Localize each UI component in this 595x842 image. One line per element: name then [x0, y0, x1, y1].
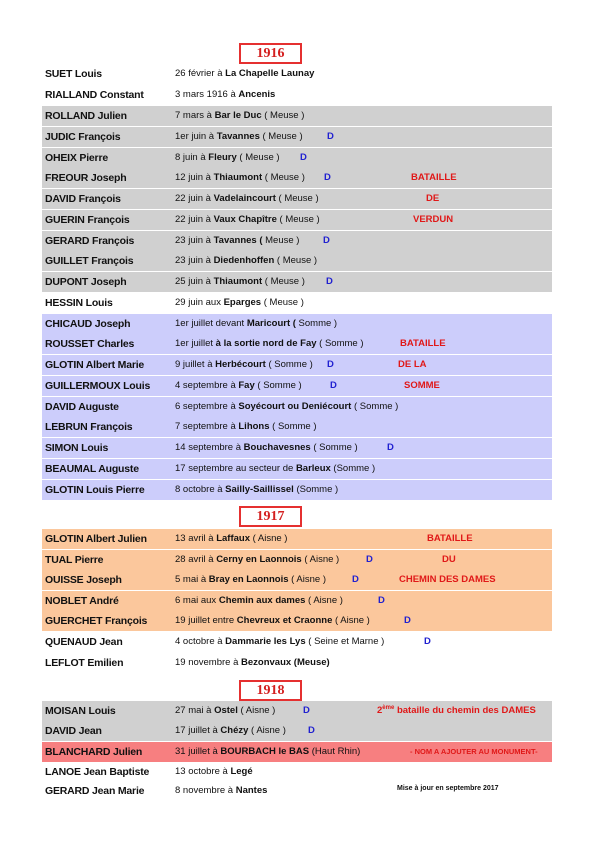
table-row: [42, 355, 552, 375]
death-info: 13 octobre à Legé: [175, 766, 253, 777]
battle-label: BATAILLE: [400, 338, 446, 349]
d-marker: D: [324, 172, 331, 183]
battle-label: DE LA: [398, 359, 427, 370]
death-info: 19 novembre à Bezonvaux (Meuse): [175, 657, 330, 668]
table-row: [42, 189, 552, 209]
table-row: [42, 762, 552, 782]
battle-label: 2ème bataille du chemin des DAMES: [377, 704, 536, 716]
d-marker: D: [308, 725, 315, 736]
d-marker: D: [404, 615, 411, 626]
soldier-name: GERARD Jean Marie: [45, 785, 145, 797]
battle-label: CHEMIN DES DAMES: [399, 574, 496, 585]
table-row: [42, 231, 552, 251]
year-heading-1917: 1917: [239, 506, 302, 527]
table-row: [42, 148, 552, 168]
d-marker: D: [323, 235, 330, 246]
soldier-name: GLOTIN Albert Marie: [45, 359, 145, 371]
soldier-name: SUET Louis: [45, 68, 102, 80]
table-row: [42, 168, 552, 188]
table-row: [42, 480, 552, 500]
death-info: 22 juin à Vaux Chapître ( Meuse ): [175, 214, 320, 225]
death-info: 4 octobre à Dammarie les Lys ( Seine et Marne ): [175, 636, 385, 647]
soldier-name: ROLLAND Julien: [45, 110, 127, 122]
soldier-name: GUILLERMOUX Louis: [45, 380, 151, 392]
death-info: 13 avril à Laffaux ( Aisne ): [175, 533, 288, 544]
d-marker: D: [327, 131, 334, 142]
soldier-name: MOISAN Louis: [45, 705, 116, 717]
d-marker: D: [387, 442, 394, 453]
death-info: 8 juin à Fleury ( Meuse ): [175, 152, 280, 163]
d-marker: D: [352, 574, 359, 585]
soldier-name: GLOTIN Albert Julien: [45, 533, 147, 545]
table-row: [42, 701, 552, 721]
table-row: [42, 611, 552, 631]
table-row: [42, 417, 552, 437]
table-row: [42, 272, 552, 292]
death-info: 7 mars à Bar le Duc ( Meuse ): [175, 110, 305, 121]
soldier-name: DUPONT Joseph: [45, 276, 127, 288]
soldier-name: ROUSSET Charles: [45, 338, 135, 350]
soldier-name: QUENAUD Jean: [45, 636, 123, 648]
death-info: 25 juin à Thiaumont ( Meuse ): [175, 276, 305, 287]
battle-label: BATAILLE: [427, 533, 473, 544]
death-info: 9 juillet à Herbécourt ( Somme ): [175, 359, 313, 370]
update-note: Mise à jour en septembre 2017: [397, 785, 499, 792]
death-info: 22 juin à Vadelaincourt ( Meuse ): [175, 193, 319, 204]
table-row: [42, 459, 552, 479]
death-info: 3 mars 1916 à Ancenis: [175, 89, 276, 100]
soldier-name: BEAUMAL Auguste: [45, 463, 139, 475]
table-row: [42, 106, 552, 126]
soldier-name: BLANCHARD Julien: [45, 746, 143, 758]
table-row: [42, 591, 552, 611]
table-row: [42, 376, 552, 396]
death-info: 7 septembre à Lihons ( Somme ): [175, 421, 317, 432]
table-row: [42, 210, 552, 230]
death-info: 17 septembre au secteur de Barleux (Somme ): [175, 463, 376, 474]
table-row: [42, 653, 552, 673]
death-info: 19 juillet entre Chevreux et Craonne ( Aisne ): [175, 615, 370, 626]
table-row: [42, 127, 552, 147]
d-marker: D: [303, 705, 310, 716]
d-marker: D: [300, 152, 307, 163]
death-info: 6 septembre à Soyécourt ou Deniécourt ( Somme ): [175, 401, 399, 412]
table-row: [42, 742, 552, 762]
soldier-name: GUERCHET François: [45, 615, 148, 627]
soldier-name: LEBRUN François: [45, 421, 133, 433]
death-info: 17 juillet à Chézy ( Aisne ): [175, 725, 286, 736]
death-info: 14 septembre à Bouchavesnes ( Somme ): [175, 442, 358, 453]
table-row: [42, 438, 552, 458]
soldier-name: SIMON Louis: [45, 442, 109, 454]
death-info: 1er juillet devant Maricourt ( Somme ): [175, 318, 338, 329]
table-row: [42, 293, 552, 313]
year-heading-1916: 1916: [239, 43, 302, 64]
battle-label: DU: [442, 554, 456, 565]
soldier-name: DAVID Auguste: [45, 401, 119, 413]
soldier-name: HESSIN Louis: [45, 297, 113, 309]
soldier-name: OHEIX Pierre: [45, 152, 108, 164]
table-row: [42, 550, 552, 570]
table-row: [42, 85, 552, 105]
soldier-name: CHICAUD Joseph: [45, 318, 131, 330]
battle-label: BATAILLE: [411, 172, 457, 183]
battle-label: SOMME: [404, 380, 440, 391]
death-info: 12 juin à Thiaumont ( Meuse ): [175, 172, 305, 183]
death-info: 1er juin à Tavannes ( Meuse ): [175, 131, 303, 142]
table-row: [42, 314, 552, 334]
battle-label: VERDUN: [413, 214, 454, 225]
soldier-name: RIALLAND Constant: [45, 89, 144, 101]
d-marker: D: [378, 595, 385, 606]
death-info: 8 octobre à Sailly-Saillissel (Somme ): [175, 484, 339, 495]
soldier-name: FREOUR Joseph: [45, 172, 127, 184]
soldier-name: DAVID Jean: [45, 725, 102, 737]
soldier-name: TUAL Pierre: [45, 554, 104, 566]
death-info: 26 février à La Chapelle Launay: [175, 68, 315, 79]
table-row: [42, 397, 552, 417]
d-marker: D: [366, 554, 373, 565]
d-marker: D: [330, 380, 337, 391]
death-info: 29 juin aux Eparges ( Meuse ): [175, 297, 304, 308]
battle-label: DE: [426, 193, 440, 204]
d-marker: D: [327, 359, 334, 370]
soldier-name: GLOTIN Louis Pierre: [45, 484, 145, 496]
year-heading-1918: 1918: [239, 680, 302, 701]
death-info: 31 juillet à BOURBACH le BAS (Haut Rhin): [175, 746, 361, 757]
soldier-name: GERARD François: [45, 235, 135, 247]
soldier-name: DAVID François: [45, 193, 121, 205]
monument-note: - NOM A AJOUTER AU MONUMENT-: [410, 747, 538, 756]
soldier-name: LEFLOT Emilien: [45, 657, 124, 669]
death-info: 23 juin à Diedenhoffen ( Meuse ): [175, 255, 318, 266]
death-info: 5 mai à Bray en Laonnois ( Aisne ): [175, 574, 327, 585]
table-row: [42, 529, 552, 549]
death-info: 28 avril à Cerny en Laonnois ( Aisne ): [175, 554, 340, 565]
d-marker: D: [326, 276, 333, 287]
soldier-name: JUDIC François: [45, 131, 121, 143]
death-info: 27 mai à Ostel ( Aisne ): [175, 705, 276, 716]
table-row: [42, 64, 552, 84]
table-row: [42, 251, 552, 271]
table-row: [42, 334, 552, 354]
soldier-name: NOBLET André: [45, 595, 119, 607]
table-row: [42, 632, 552, 652]
soldier-name: LANOE Jean Baptiste: [45, 766, 150, 778]
soldier-name: GUERIN François: [45, 214, 130, 226]
death-info: 8 novembre à Nantes: [175, 785, 268, 796]
soldier-name: GUILLET François: [45, 255, 134, 267]
table-row: [42, 570, 552, 590]
death-info: 6 mai aux Chemin aux dames ( Aisne ): [175, 595, 343, 606]
death-info: 4 septembre à Fay ( Somme ): [175, 380, 302, 391]
d-marker: D: [424, 636, 431, 647]
table-row: [42, 721, 552, 741]
soldier-name: OUISSE Joseph: [45, 574, 122, 586]
death-info: 23 juin à Tavannes ( Meuse ): [175, 235, 300, 246]
death-info: 1er juillet à la sortie nord de Fay ( Somme ): [175, 338, 364, 349]
